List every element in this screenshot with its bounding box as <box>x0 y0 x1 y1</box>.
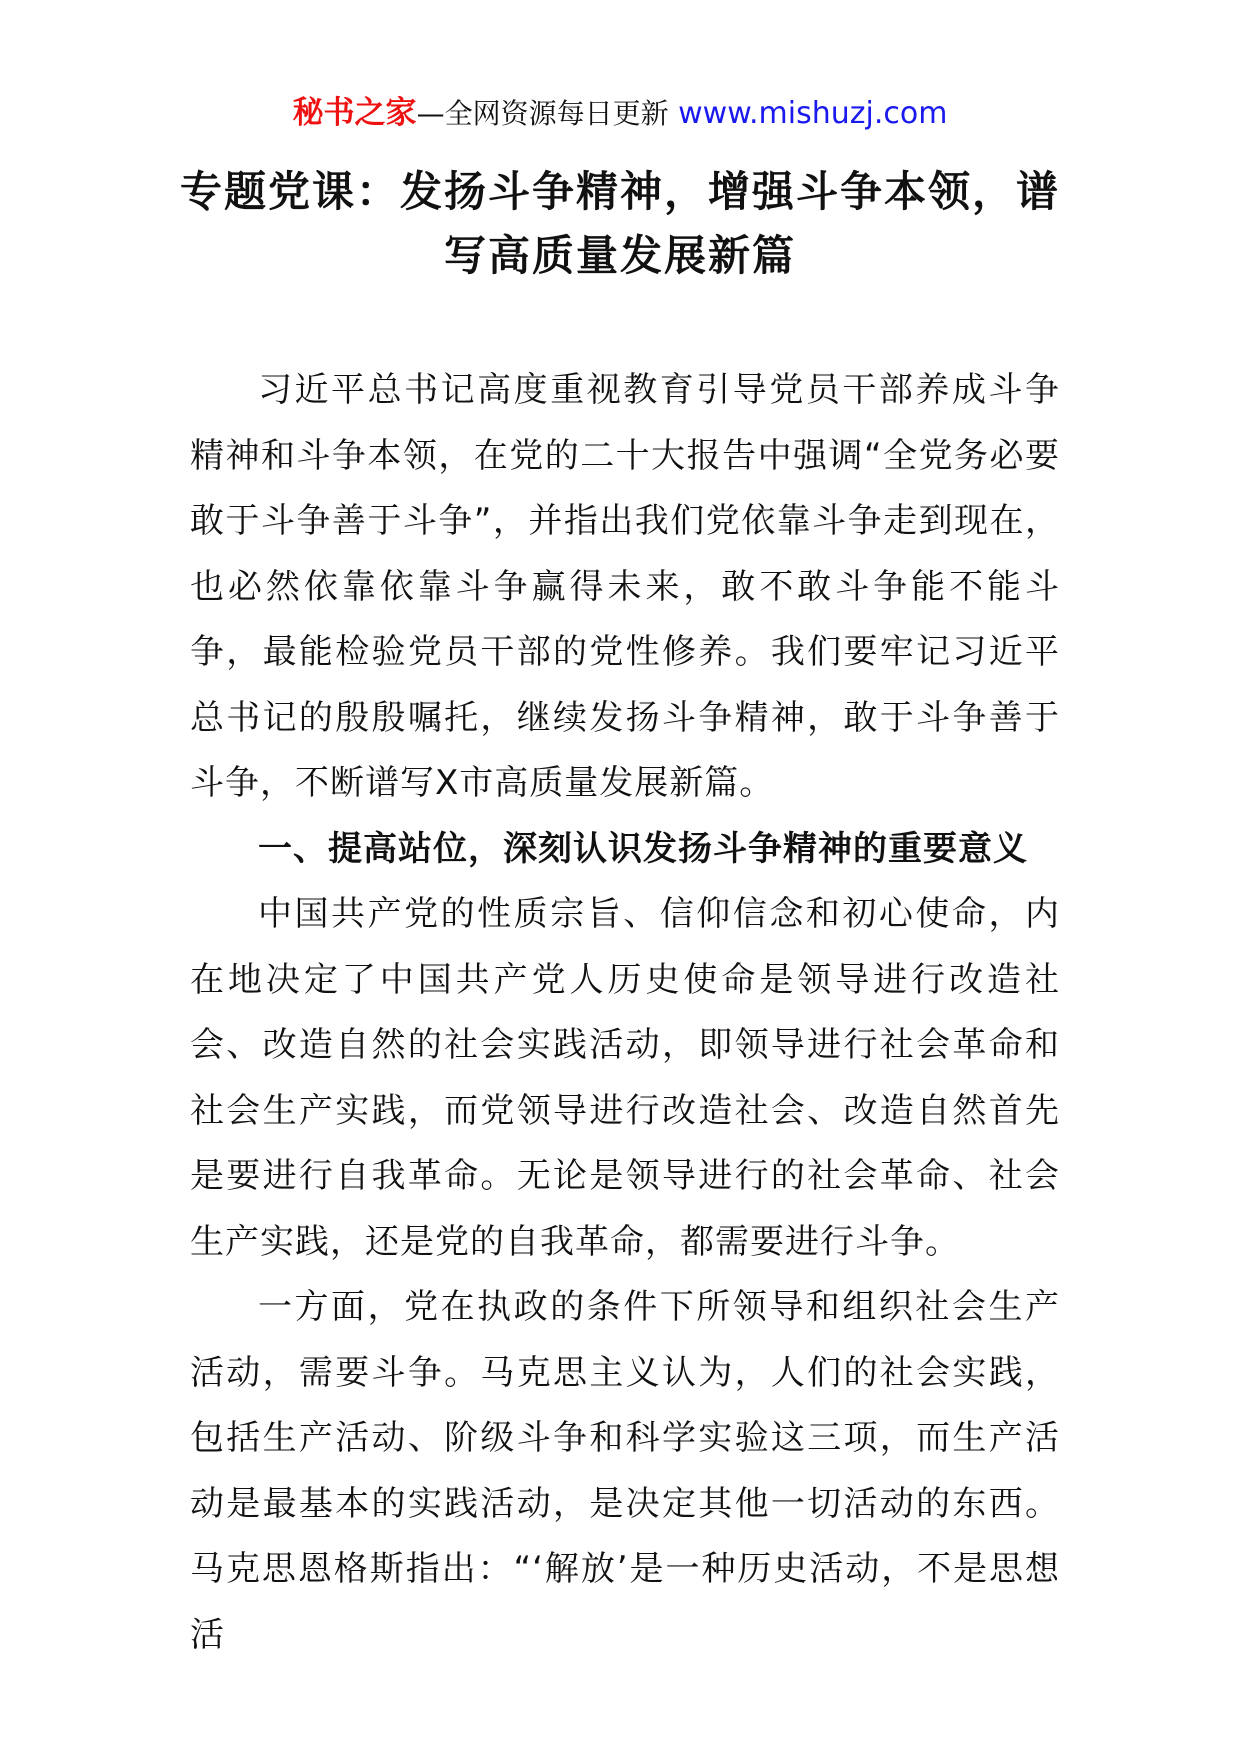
document-body <box>190 358 1060 1668</box>
paragraph-intro: 习近平总书记高度重视教育引导党员干部养成斗争精神和斗争本领，在党的二十大报告中强调“全党务必要敢于斗争善于斗争”，并指出我们党依靠斗争走到现在，也必然依靠依靠斗争赢得未来，敢不敢斗争能不能斗争，最能检验党员干部的党性修养。我们要牢记习近平总书记的殷殷嘱托，继续发扬斗争精神，敢于斗争善于斗争，不断谱写X市高质量发展新篇。 <box>190 370 1060 803</box>
site-url-link[interactable]: www.mishuzj.com <box>678 96 948 131</box>
site-header <box>0 93 1240 134</box>
header-slogan: —全网资源每日更新 <box>416 97 669 130</box>
section-heading-1: 一、提高站位，深刻认识发扬斗争精神的重要意义 <box>258 828 1028 869</box>
paragraph-section-1: 中国共产党的性质宗旨、信仰信念和初心使命，内在地决定了中国共产党人历史使命是领导进行改造社会、改造自然的社会实践活动，即领导进行社会革命和社会生产实践，而党领导进行改造社会、改造自然首先是要进行自我革命。无论是领导进行的社会革命、社会生产实践，还是党的自我革命，都需要进行斗争。 <box>190 894 1060 1262</box>
brand-name: 秘书之家 <box>292 95 417 131</box>
title-line-2: 写高质量发展新篇 <box>443 231 796 280</box>
title-line-1: 专题党课：发扬斗争精神，增强斗争本领，谱 <box>180 167 1061 216</box>
document-title <box>180 160 1060 288</box>
paragraph-on-one-hand: 一方面，党在执政的条件下所领导和组织社会生产活动，需要斗争。马克思主义认为，人们的社会实践，包括生产活动、阶级斗争和科学实验这三项，而生产活动是最基本的实践活动，是决定其他一切活动的东西。马克思恩格斯指出：“‘解放’是一种历史活动，不是思想活 <box>190 1287 1060 1655</box>
